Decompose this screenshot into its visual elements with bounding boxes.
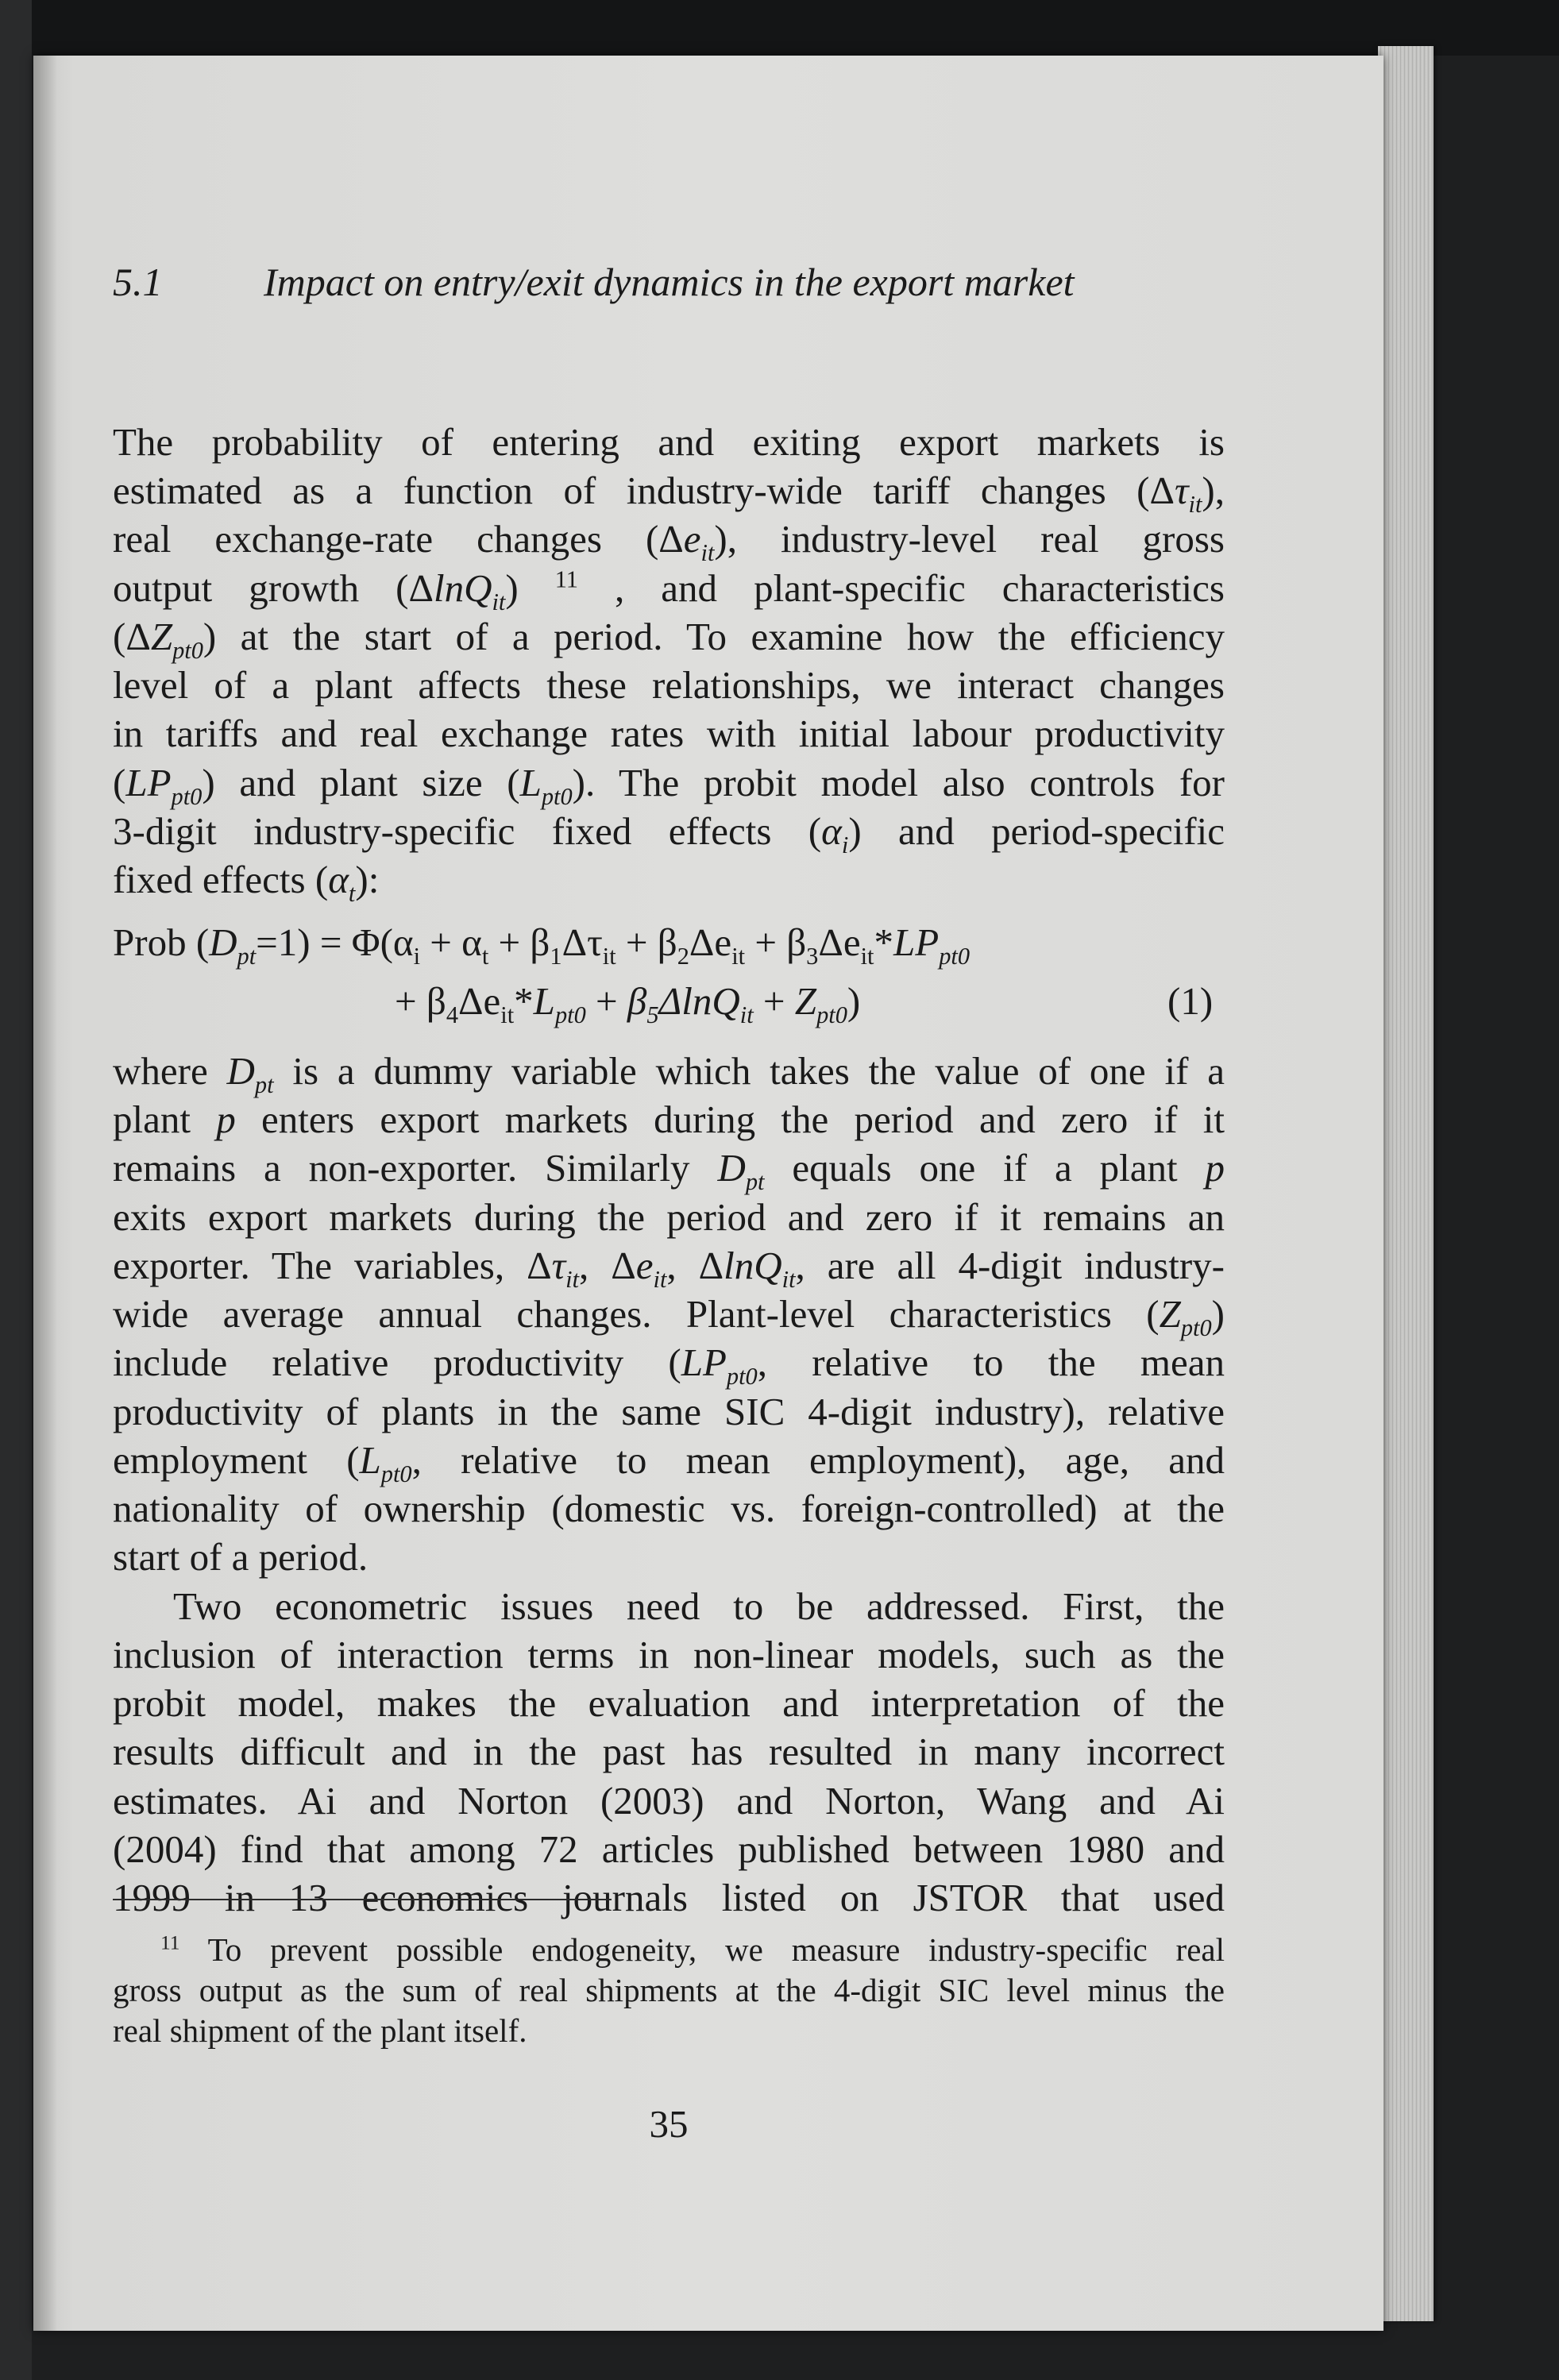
page-number: 35 xyxy=(649,2102,689,2146)
footnote-rule xyxy=(113,1899,612,1900)
equation-number: (1) xyxy=(1167,979,1214,1023)
dark-background-top xyxy=(0,0,1559,56)
page-stack-edge xyxy=(1378,46,1434,2321)
dark-background-left xyxy=(0,0,32,2380)
footnote-ref-11: 11 xyxy=(554,565,578,593)
book-page: 5.1 Impact on entry/exit dynamics in the export market The probability of entering and exiting export markets is estimated as a function of industry-wide tariff changes $(\Delta\tau_{it})$, real exchange-rate changes $(\Delta e_{it})$, industry-level real gross output growth (ΔlnQ$_{it}$) $^{11}$ , and plant-specific characteristics $(\Delta Z_{pt0})$ at the start of a period. To examine how the efficiency level of a plant affects these relationships, we interact changes in tariffs and real exchange rates with initial labour productivity $(LP_{pt0})$ and plant size $(L_{pt0})$. The probit model also controls for 3-digit industry-specific fixed effects $(\alpha_i)$ and period-specific fixed effects $(\alpha_t)$: Prob $(D_{pt}=1) = \Phi(\alpha_i + \alpha_t + \beta_1\Delta\tau_{it} + \beta_2\Delta e_{it} + \beta_3\Delta e_{it}*LP_{pt0}$ + $\beta_4\Delta e_{it}*L_{pt0} + \beta_5\Delta\ln Q_{it} + Z_{pt0}$) (1) where $D_{pt}$ is a dummy variable which takes the value of one if a plant p enters export markets during the period and zero if it remains a non-exporter. Similarly $D_{pt}$ equals one if a plant p exits export markets during the period and zero if it remains an exporter. The variables, $\Delta\tau_{it}$, $\Delta e_{it}$, ΔlnQ$_{it}$, are all 4-digit industry- wide average annual changes. Plant-level characteristics $(Z_{pt0})$ include relative productivity ($LP_{pt0}$, relative to the mean productivity of plants in the same SIC 4-digit industry), relative employment ($L_{pt0}$, relative to mean employment), age, and nationality of ownership (domestic vs. foreign-controlled) at the start of a period. Two econometric issues need to be addressed. First, the inclusion of interaction terms in non-linear models, such as the probit model, makes the evaluation and interpretation of the results difficult and in the past has resulted in many incorrect estimates. Ai and Norton (2003) and Norton, Wang and Ai (2004) find that among 72 articles published between 1980 and 1999 in 13 economics journals listed on JSTOR that used $^{11}$ To prevent possible endogeneity, we measure industry-specific real gross output as the sum of real shipments at the 4-digit SIC level minus the real shipment of the plant itself. 35 xyxy=(33,56,1383,2331)
section-title: Impact on entry/exit dynamics in the export market xyxy=(264,260,1075,304)
page-gutter-shadow xyxy=(33,56,57,2331)
section-number: 5.1 xyxy=(113,260,163,304)
footnote-marker: 11 xyxy=(160,1931,180,1954)
